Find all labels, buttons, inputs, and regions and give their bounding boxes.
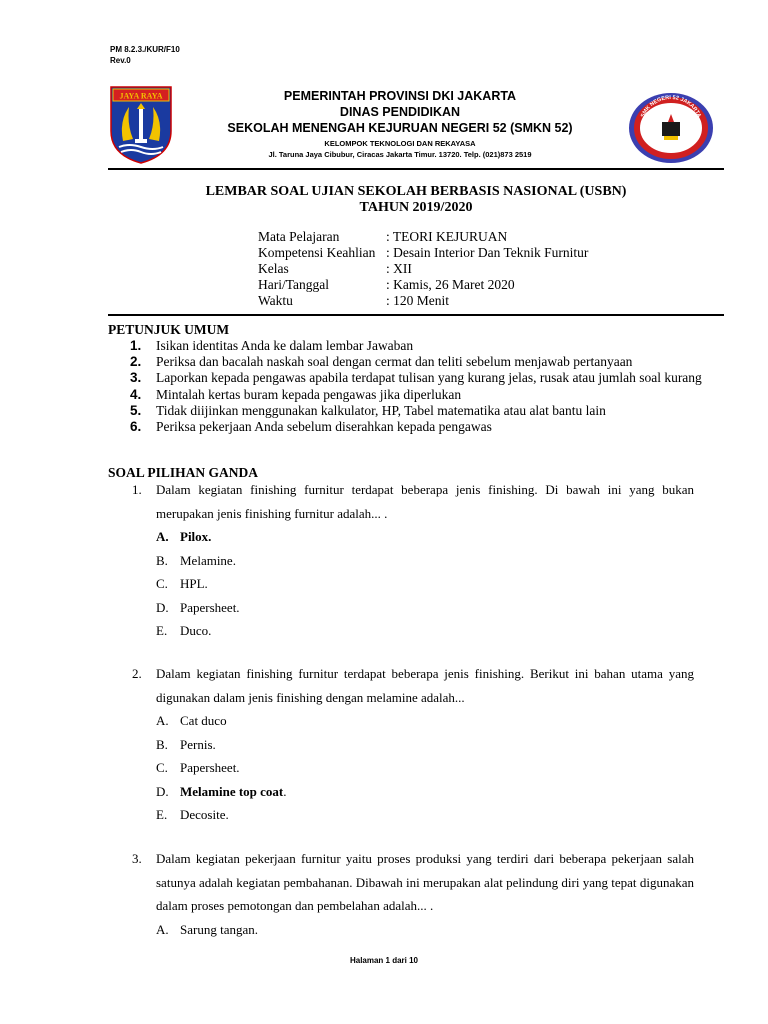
option-letter: C.	[156, 576, 168, 591]
instruction-item	[130, 338, 720, 354]
answer-option	[132, 619, 694, 643]
option-letter: A.	[156, 921, 169, 937]
option-text: Sarung tangan.	[180, 921, 258, 937]
option-text: Melamine top coat	[180, 783, 284, 799]
question-text: Dalam kegiatan finishing furnitur terdapat beberapa jenis finishing. Di bawah ini yang bukan merupakan jenis finishing furnitur adalah... .	[156, 482, 694, 521]
instruction-number: 1.	[130, 338, 142, 353]
instruction-text: Periksa dan bacalah naskah soal dengan cermat dan teliti sebelum menjawab pertanyaan	[156, 354, 633, 370]
info-divider	[108, 314, 724, 316]
option-suffix: .	[283, 783, 287, 799]
answer-option	[132, 756, 694, 780]
answer-option	[132, 525, 694, 549]
option-text: Papersheet.	[180, 599, 240, 615]
option-letter: B.	[156, 736, 168, 752]
option-letter: C.	[156, 760, 168, 775]
logo-left-text: JAYA RAYA	[119, 91, 163, 101]
instruction-item	[130, 403, 720, 419]
option-text: Cat duco	[180, 713, 227, 728]
option-text: Pilox.	[180, 529, 212, 544]
answer-option	[132, 780, 694, 804]
answer-option	[132, 549, 694, 573]
dki-jakarta-logo	[109, 85, 173, 165]
answer-option	[132, 733, 694, 757]
answer-option	[132, 709, 694, 733]
question-stem	[132, 478, 694, 525]
school-address: Jl. Taruna Jaya Cibubur, Ciracas Jakarta Timur. 13720. Telp. (021)873 2519	[268, 150, 532, 159]
instruction-number: 5.	[130, 402, 142, 418]
doc-code: PM 8.2.3./KUR/F10	[110, 45, 180, 54]
info-row	[258, 229, 588, 245]
option-text: Duco.	[180, 623, 212, 638]
option-letter: D.	[156, 783, 169, 799]
option-letter: E.	[156, 807, 168, 822]
info-label: Kompetensi Keahlian	[258, 245, 376, 260]
info-label: Kelas	[258, 261, 289, 276]
instruction-text: Laporkan kepada pengawas apabila terdapat tulisan yang kurang jelas, rusak atau jumlah soal kurang	[156, 370, 702, 386]
option-letter: D.	[156, 599, 169, 615]
document-reference	[110, 44, 180, 66]
instruction-item	[130, 354, 720, 370]
info-row	[258, 245, 588, 261]
instruction-number: 3.	[130, 370, 142, 386]
option-text: Pernis.	[180, 736, 216, 752]
info-row	[258, 293, 588, 309]
school-name: SEKOLAH MENENGAH KEJURUAN NEGERI 52 (SMKN 52)	[227, 121, 573, 135]
instruction-text: Isikan identitas Anda ke dalam lembar Jawaban	[156, 338, 414, 353]
question-2	[132, 662, 694, 827]
exam-info	[258, 229, 588, 309]
option-text: HPL.	[180, 576, 208, 591]
instruction-item	[130, 419, 720, 435]
question-3	[132, 847, 694, 941]
question-stem	[132, 847, 694, 918]
info-value: : Desain Interior Dan Teknik Furnitur	[386, 245, 589, 260]
header-divider	[108, 168, 724, 170]
question-text: Dalam kegiatan finishing furnitur terdapat beberapa jenis finishing. Berikut ini bahan utama yang digunakan dalam jenis finishing dengan melamine adalah...	[156, 666, 694, 705]
answer-option	[132, 803, 694, 827]
info-value: : 120 Menit	[386, 293, 449, 308]
mc-heading: SOAL PILIHAN GANDA	[108, 465, 259, 480]
question-text: Dalam kegiatan pekerjaan furnitur yaitu proses produksi yang terdiri dari beberapa pekerjaan salah satunya adalah kegiatan pembahanan. Dibawah ini merupakan alat pelindung diri yang tepat digunakan dalam proses pemotongan dan pembelahan adalah... .	[156, 851, 694, 913]
doc-revision: Rev.0	[110, 56, 131, 65]
option-letter: B.	[156, 552, 168, 568]
info-row	[258, 261, 588, 277]
info-label: Mata Pelajaran	[258, 229, 340, 244]
instruction-item	[130, 370, 720, 386]
smkn52-logo	[628, 92, 714, 164]
info-row	[258, 277, 588, 293]
instructions-heading: PETUNJUK UMUM	[108, 322, 230, 337]
instruction-text: Tidak diijinkan menggunakan kalkulator, HP, Tabel matematika atau alat bantu lain	[156, 402, 606, 418]
info-label: Hari/Tanggal	[258, 277, 330, 292]
department-name: DINAS PENDIDIKAN	[339, 105, 461, 119]
answer-option	[132, 596, 694, 620]
answer-option	[132, 572, 694, 596]
exam-title-line1: LEMBAR SOAL UJIAN SEKOLAH BERBASIS NASIONAL (USBN)	[205, 184, 627, 199]
option-text: Papersheet.	[180, 760, 240, 775]
option-text: Melamine.	[180, 552, 236, 568]
logo-right-text: SMK NEGERI 52 JAKARTA	[640, 95, 702, 119]
instruction-number: 2.	[130, 354, 142, 370]
question-1	[132, 478, 694, 643]
instruction-text: Periksa pekerjaan Anda sebelum diserahkan kepada pengawas	[156, 419, 492, 435]
exam-title	[108, 184, 724, 216]
exam-title-line2: TAHUN 2019/2020	[359, 200, 473, 215]
school-group: KELOMPOK TEKNOLOGI DAN REKAYASA	[324, 139, 476, 148]
info-value: : XII	[386, 261, 412, 276]
question-stem	[132, 662, 694, 709]
option-text: Decosite.	[180, 807, 229, 822]
instruction-item	[130, 387, 720, 403]
page-footer: Halaman 1 dari 10	[349, 956, 419, 965]
option-letter: E.	[156, 623, 168, 638]
question-number: 3.	[132, 851, 142, 866]
letterhead	[200, 88, 600, 160]
info-value: : TEORI KEJURUAN	[386, 229, 508, 244]
info-value: : Kamis, 26 Maret 2020	[386, 277, 515, 292]
instruction-text: Mintalah kertas buram kepada pengawas jika diperlukan	[156, 386, 462, 402]
government-name: PEMERINTAH PROVINSI DKI JAKARTA	[283, 89, 517, 103]
instruction-number: 6.	[130, 419, 142, 435]
instructions-list	[130, 338, 720, 435]
option-letter: A.	[156, 529, 169, 544]
answer-option	[132, 918, 694, 942]
info-label: Waktu	[258, 293, 293, 308]
option-letter: A.	[156, 713, 169, 728]
instruction-number: 4.	[130, 386, 142, 402]
question-number: 2.	[132, 666, 142, 681]
question-number: 1.	[132, 482, 142, 497]
